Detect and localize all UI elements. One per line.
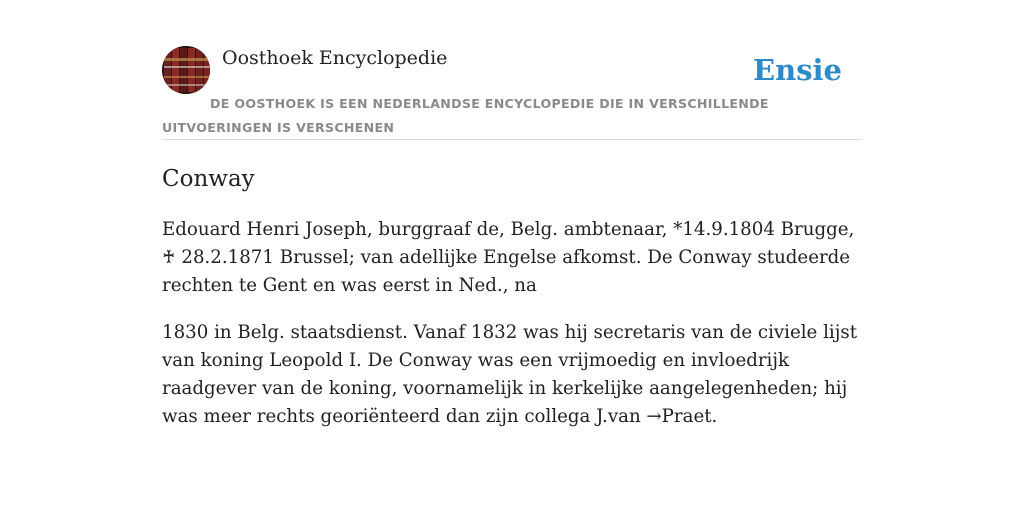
books-icon xyxy=(162,46,210,94)
site-name-link[interactable]: Oosthoek Encyclopedie xyxy=(222,47,448,69)
ensie-logo-link[interactable]: Ensie xyxy=(753,53,842,87)
header-divider xyxy=(162,139,862,140)
article-title: Conway xyxy=(162,166,255,192)
article-paragraph-2: 1830 in Belg. staatsdienst. Vanaf 1832 was hij secretaris van de civiele lijst van koning Leopold I. De Conway was een vrijmoedig en invloedrijk raadgever van de koning, voornamelijk in kerkelijke aangelegenheden; hij was meer rechts georiënteerd dan zijn collega J.van →Praet. xyxy=(162,322,858,427)
site-tagline: DE OOSTHOEK IS EEN NEDERLANDSE ENCYCLOPEDIE DIE IN VERSCHILLENDE UITVOERINGEN IS VERSCHENEN xyxy=(162,96,769,135)
encyclopedia-avatar-icon[interactable] xyxy=(162,46,210,94)
article-paragraph-1: Edouard Henri Joseph, burggraaf de, Belg. ambtenaar, *14.9.1804 Brugge, ♰ 28.2.1871 Brussel; van adellijke Engelse afkomst. De Conway studeerde rechten te Gent en was eerst in Ned., na xyxy=(162,219,855,296)
